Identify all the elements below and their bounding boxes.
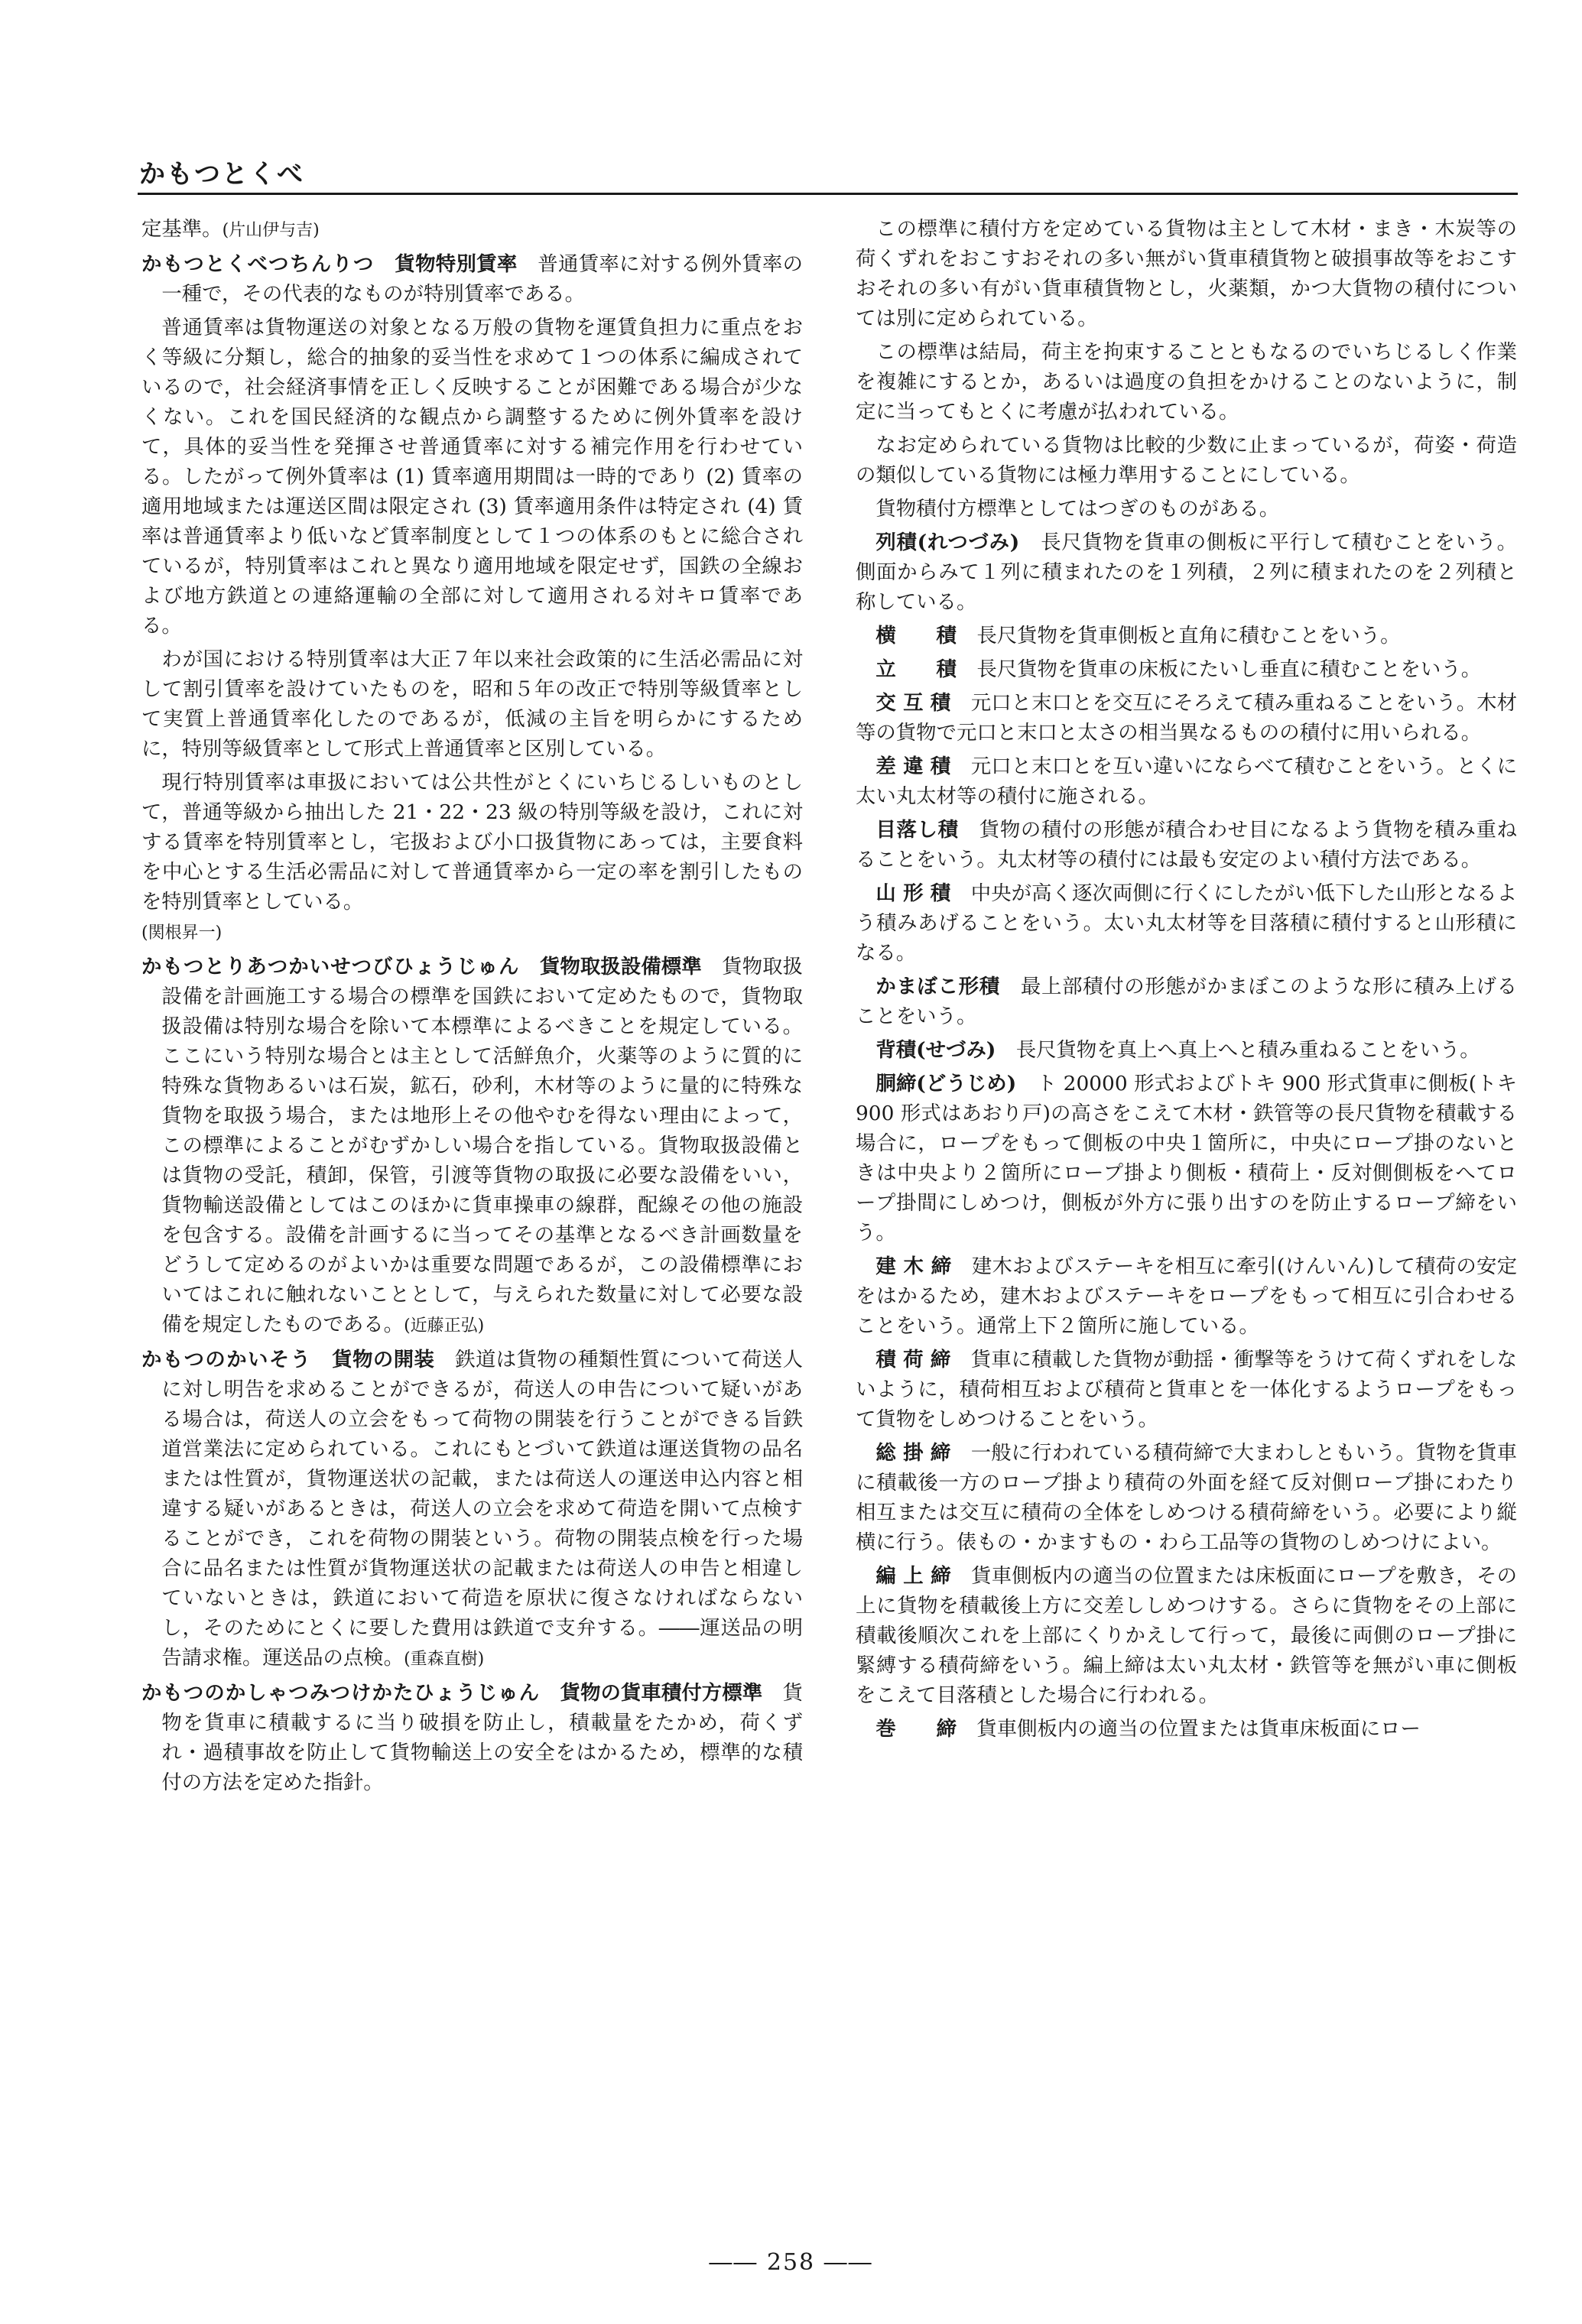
paragraph: この標準に積付方を定めている貨物は主として木材・まき・木炭等の荷くずれをおこすおそれの多い無がい貨車積貨物と破損事故等をおこすおそれの多い有がい貨車積貨物とし，火薬類，かつ大貨物の積付については別に定められている。 [856, 217, 1517, 330]
term-label: 胴締(どうじめ) [875, 1072, 1017, 1095]
term-label: かまぼこ形積 [875, 975, 1000, 998]
author-credit: (重森直樹) [404, 1650, 485, 1669]
entry-reading: かもつとりあつかいせつびひょうじゅん [141, 955, 520, 979]
term-amiagejime: 編 上 締 貨車側板内の適当の位置または床板面にロープを敷き，その上に貨物を積載後上方に交差ししめつけする。さらに貨物をその上部に積載後順次これを上部にくりかえして行って，最後に両側のロープ掛に緊縛する積荷締をいう。編上締は太い丸太材・鉄管等を無がい車に側板をこえて目落積とした場合に行われる。 [856, 1564, 1517, 1707]
term-retsuzumi: 列積(れつづみ) 長尺貨物を貨車の側板に平行して積むことをいう。側面からみて１列に積まれたのを１列積，２列に積まれたのを２列積と称している。 [856, 531, 1517, 614]
term-yokozumi: 横 積 長尺貨物を貨車側板と直角に積むことをいう。 [875, 624, 1401, 648]
term-tategijime: 建 木 締 建木およびステーキを相互に牽引(けんいん)して積荷の安定をはかるため，建木およびステーキをロープをもって相互に引合わせることをいう。通常上下２箇所に施している。 [856, 1255, 1517, 1338]
right-column [856, 214, 1517, 1748]
term-label: 目落し積 [875, 818, 959, 842]
author-credit: (近藤正弘) [404, 1316, 485, 1336]
term-makijime: 巻 締 貨車側板内の適当の位置または貨車床板面にロー [875, 1717, 1421, 1741]
term-label: 総 掛 締 [875, 1441, 951, 1465]
header-rule [138, 193, 1518, 195]
term-label: 立 積 [875, 657, 957, 681]
term-sezumi: 背積(せづみ) 長尺貨物を真上へ真上へと積み重ねることをいう。 [875, 1038, 1480, 1062]
term-label: 列積(れつづみ) [875, 531, 1020, 554]
term-label: 積 荷 締 [875, 1348, 951, 1371]
entry-headword: 貨物取扱設備標準 [539, 955, 702, 979]
paragraph: 現行特別賃率は車扱においては公共性がとくにいちじるしいものとして，普通等級から抽出した 21・22・23 級の特別等級を設け，これに対する賃率を特別賃率とし，宅扱および小口扱貨物にあっては，主要食料を中心とする生活必需品に対して普通賃率から一定の率を割引したものを特別賃率としている。 (関根昇一) [141, 771, 803, 943]
paragraph: わが国における特別賃率は大正７年以来社会政策的に生活必需品に対して割引賃率を設けていたものを，昭和５年の改正で特別等級賃率として実質上普通賃率化したのであるが，低減の主旨を明らかにするために，特別等級賃率として形式上普通賃率と区別している。 [141, 648, 803, 761]
entry-tokubetsu-chinritsu: かもつとくべつちんりつ 貨物特別賃率 普通賃率に対する例外賃率の一種で，その代表的なものが特別賃率である。 [141, 252, 804, 306]
entry-reading: かもつのかしゃつみつけかたひょうじゅん [141, 1681, 541, 1705]
entry-reading: かもつとくべつちんりつ [141, 252, 375, 276]
term-tsuminijime: 積 荷 締 貨車に積載した貨物が動揺・衝撃等をうけて荷くずれをしないように，積荷相互および積荷と貨車とを一体化するようロープをもって貨物をしめつけることをいう。 [856, 1348, 1518, 1431]
entry-kasha-tsumitsuke: かもつのかしゃつみつけかたひょうじゅん 貨物の貨車積付方標準 貨物を貨車に積載するに当り破損を防止し，積載量をたかめ，荷くずれ・過積事故を防止して貨物輸送上の安全をはかるため，標準的な積付の方法を定めた指針。 [141, 1681, 804, 1794]
term-label: 背積(せづみ) [875, 1038, 996, 1062]
term-label: 編 上 締 [875, 1564, 951, 1588]
running-header: かもつとくべ [139, 159, 304, 190]
term-label: 建 木 締 [875, 1255, 952, 1278]
page-number: ―― 258 ―― [709, 2249, 873, 2276]
term-doujime: 胴締(どうじめ) ト 20000 形式およびトキ 900 形式貨車に側板(トキ 900 形式はあおり戸)の高さをこえて木材・鉄管等の長尺貨物を積載する場合に，ロープをもって側板の中央１箇所に，中央にロープ掛のないときは中央より２箇所にロープ掛より側板・積荷上・反対側側板をへてロープ掛間にしめつけ，側板が外方に張り出すのを防止するロープ締をいう。 [856, 1072, 1517, 1245]
term-kougozumi: 交 互 積 元口と末口とを交互にそろえて積み重ねることをいう。木材等の貨物で元口と末口と太さの相当異なるものの積付に用いられる。 [856, 691, 1518, 745]
author-credit: (片山伊与吉) [222, 221, 320, 240]
term-sougakejime: 総 掛 締 一般に行われている積荷締で大まわしともいう。貨物を貨車に積載後一方のロープ掛より積荷の外面を経て反対側ロープ掛にわたり相互または交互に積荷の全体をしめつける積荷締をいう。必要により縦横に行う。俵もの・かますもの・わら工品等の貨物のしめつけによい。 [856, 1441, 1518, 1554]
author-credit: (関根昇一) [141, 923, 223, 943]
term-yamagatazumi: 山 形 積 中央が高く逐次両側に行くにしたがい低下した山形となるよう積みあげることをいう。太い丸太材等を目落積に積付すると山形積になる。 [856, 881, 1518, 965]
entry-toriatsukai-setsubi: かもつとりあつかいせつびひょうじゅん 貨物取扱設備標準 貨物取扱設備を計画施工する場合の標準を国鉄において定めたもので，貨物取扱設備は特別な場合を除いて本標準によるべきことを規定している。ここにいう特別な場合とは主として活鮮魚介，火薬等のように質的に特殊な貨物あるいは石炭，鉱石，砂利，木材等のように量的に特殊な貨物を取扱う場合，または地形上その他やむを得ない理由によって，この標準によることがむずかしい場合を指している。貨物取扱設備とは貨物の受託，積卸，保管，引渡等貨物の取扱に必要な設備をいい，貨物輸送設備としてはこのほかに貨車操車の線群，配線その他の施設を包含する。設備を計画するに当ってその基準となるべき計画数量をどうして定めるのがよいかは重要な問題であるが，この設備標準においてはこれに触れないこととして，与えられた数量に対して必要な設備を規定したものである。(近藤正弘) [141, 955, 804, 1336]
entry-headword: 貨物の貨車積付方標準 [560, 1681, 763, 1705]
entry-reading: かもつのかいそう [141, 1348, 312, 1371]
left-column [141, 214, 803, 1801]
term-meotoshizumi: 目落し積 貨物の積付の形態が積合わせ目になるよう貨物を積み重ねることをいう。丸太材等の積付には最も安定のよい積付方法である。 [856, 818, 1518, 872]
entry-headword: 貨物の開装 [332, 1348, 435, 1371]
term-label: 交 互 積 [875, 691, 951, 715]
term-tatezumi: 立 積 長尺貨物を貨車の床板にたいし垂直に積むことをいう。 [875, 657, 1482, 681]
entry-kaisou: かもつのかいそう 貨物の開装 鉄道は貨物の種類性質について荷送人に対し明告を求めることができるが，荷送人の申告について疑いがある場合は，荷送人の立会をもって荷物の開装を行うことができる旨鉄道営業法に定められている。これにもとづいて鉄道は運送貨物の品名または性質が，貨物運送状の記載，または荷送人の運送申込内容と相違する疑いがあるときは，荷送人の立会を求めて荷造を開いて点検することができ，これを荷物の開装という。荷物の開装点検を行った場合に品名または性質が貨物運送状の記載または荷送人の申告と相違していないときは，鉄道において荷造を原状に復さなければならないし，そのためにとくに要した費用は鉄道で支弁する。――運送品の明告請求権。運送品の点検。(重森直樹) [141, 1348, 804, 1670]
entry-headword: 貨物特別賃率 [395, 252, 518, 276]
term-label: 横 積 [875, 624, 957, 648]
term-label: 山 形 積 [875, 881, 951, 905]
paragraph: 普通賃率は貨物運送の対象となる万般の貨物を運賃負担力に重点をおく等級に分類し，総合的抽象的妥当性を求めて１つの体系に編成されているので，社会経済事情を正しく反映することが困難である場合が少なくない。これを国民経済的な観点から調整するために例外賃率を設けて，具体的妥当性を発揮させ普通賃率に対する補完作用を行わせている。したがって例外賃率は (1) 賃率適用期間は一時的であり (2) 賃率の適用地域または運送区間は限定され (3) 賃率適用条件は特定され (4) 賃率は普通賃率より低いなど賃率制度として１つの体系のもとに総合されているが，特別賃率はこれと異なり適用地域を限定せず，国鉄の全線および地方鉄道との連絡運輸の全部に対して適用される対キロ賃率である。 [141, 316, 803, 638]
term-label: 巻 締 [875, 1717, 957, 1741]
term-sachigaizumi: 差 違 積 元口と末口とを互い違いにならべて積むことをいう。とくに太い丸太材等の積付に施される。 [856, 755, 1518, 808]
paragraph: なお定められている貨物は比較的少数に止まっているが，荷姿・荷造の類似している貨物には極力準用することにしている。 [856, 433, 1517, 487]
paragraph: この標準は結局，荷主を拘束することともなるのでいちじるしく作業を複雑にするとか，あるいは過度の負担をかけることのないように，制定に当ってもとくに考慮が払われている。 [856, 340, 1517, 424]
term-kamaboko-zumi: かまぼこ形積 最上部積付の形態がかまぼこのような形に積み上げることをいう。 [856, 975, 1518, 1028]
term-label: 差 違 積 [875, 755, 951, 778]
paragraph: 貨物積付方標準としてはつぎのものがある。 [875, 497, 1280, 521]
paragraph: 定基準。(片山伊与吉) [141, 217, 320, 241]
